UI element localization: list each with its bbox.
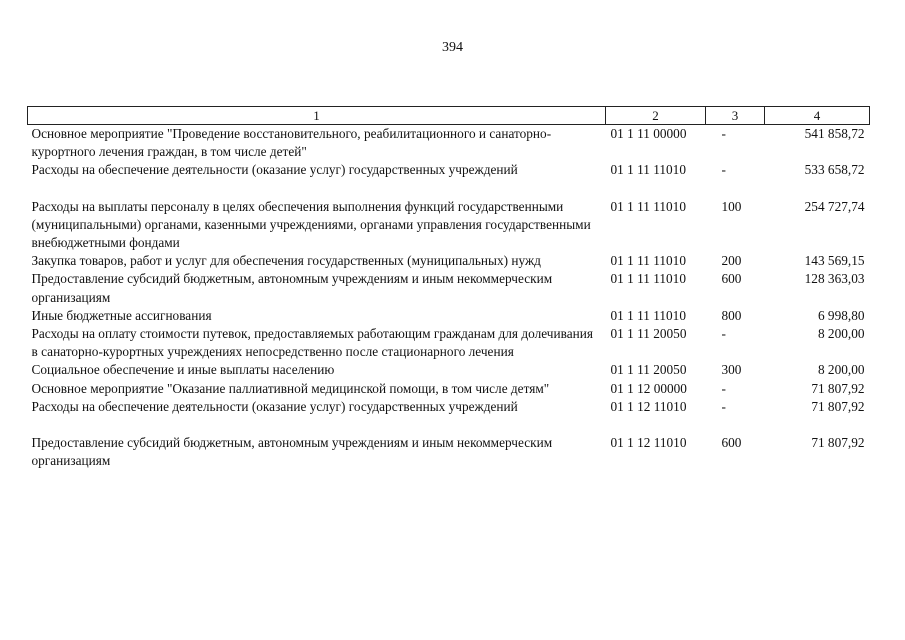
row-name: Социальное обеспечение и иные выплаты населению xyxy=(31,362,335,378)
row-code: 01 1 12 11010 xyxy=(610,435,687,451)
header-col-3: 3 xyxy=(706,107,765,125)
row-name: Предоставление субсидий бюджетным, автономным учреждениям и иным некоммерческим организациям xyxy=(31,271,553,305)
row-type: - xyxy=(721,326,726,342)
table-row xyxy=(28,325,870,361)
row-code: 01 1 12 00000 xyxy=(610,380,687,396)
row-name: Предоставление субсидий бюджетным, автономным учреждениям и иным некоммерческим организациям xyxy=(31,435,553,469)
header-col-1: 1 xyxy=(28,107,606,125)
row-name: Расходы на выплаты персоналу в целях обеспечения выполнения функций государственными (муниципальными) органами, казенными учреждениями, органами управления государственными внебюджетными фондами xyxy=(31,198,591,251)
header-col-4: 4 xyxy=(765,107,870,125)
row-amount: 128 363,03 xyxy=(804,271,865,287)
table-row xyxy=(28,398,870,434)
row-type: 800 xyxy=(721,307,742,323)
row-amount: 254 727,74 xyxy=(804,198,865,214)
row-amount: 71 807,92 xyxy=(811,380,865,396)
table-row xyxy=(28,125,870,162)
row-type: - xyxy=(721,162,726,178)
row-code: 01 1 11 11010 xyxy=(610,253,686,269)
row-code: 01 1 11 11010 xyxy=(610,271,686,287)
page-number: 394 xyxy=(442,40,463,55)
row-type: 300 xyxy=(721,362,742,378)
row-code: 01 1 11 20050 xyxy=(610,362,687,378)
row-type: 200 xyxy=(721,253,742,269)
row-code: 01 1 11 00000 xyxy=(610,126,687,141)
row-code: 01 1 11 11010 xyxy=(610,162,686,178)
row-amount: 71 807,92 xyxy=(811,398,865,414)
table-row xyxy=(28,252,870,270)
row-amount: 541 858,72 xyxy=(804,126,865,141)
row-type: 100 xyxy=(721,198,742,214)
table-row xyxy=(28,198,870,253)
row-type: - xyxy=(721,398,726,414)
row-amount: 8 200,00 xyxy=(817,362,865,378)
row-code: 01 1 11 20050 xyxy=(610,326,687,342)
row-name: Иные бюджетные ассигнования xyxy=(31,307,212,323)
row-type: 600 xyxy=(721,271,742,287)
row-name: Основное мероприятие "Оказание паллиативной медицинской помощи, в том числе детям" xyxy=(31,380,550,396)
budget-table xyxy=(27,106,870,470)
row-name: Основное мероприятие "Проведение восстановительного, реабилитационного и санаторно-курортного лечения граждан, в том числе детей" xyxy=(31,126,552,160)
row-name: Расходы на обеспечение деятельности (оказание услуг) государственных учреждений xyxy=(31,162,518,178)
row-code: 01 1 11 11010 xyxy=(610,198,686,214)
row-amount: 6 998,80 xyxy=(817,307,865,323)
row-name: Закупка товаров, работ и услуг для обеспечения государственных (муниципальных) нужд xyxy=(31,253,541,269)
table-row xyxy=(28,307,870,325)
row-code: 01 1 11 11010 xyxy=(610,307,686,323)
row-code: 01 1 12 11010 xyxy=(610,398,687,414)
row-type: 600 xyxy=(721,435,742,451)
row-amount: 71 807,92 xyxy=(811,435,865,451)
table-row xyxy=(28,270,870,306)
row-type: - xyxy=(721,380,726,396)
row-amount: 533 658,72 xyxy=(804,162,865,178)
table-row xyxy=(28,161,870,197)
row-name: Расходы на оплату стоимости путевок, предоставляемых работающим гражданам для долечивания в санаторно-курортных учреждениях непосредственно после стационарного лечения xyxy=(31,326,593,360)
row-type: - xyxy=(721,126,726,141)
table-header-row xyxy=(28,107,870,125)
header-col-2: 2 xyxy=(606,107,706,125)
table-row xyxy=(28,380,870,398)
table-row xyxy=(28,434,870,470)
row-amount: 8 200,00 xyxy=(817,326,865,342)
row-amount: 143 569,15 xyxy=(804,253,865,269)
row-name: Расходы на обеспечение деятельности (оказание услуг) государственных учреждений xyxy=(31,398,518,414)
table-row xyxy=(28,361,870,379)
